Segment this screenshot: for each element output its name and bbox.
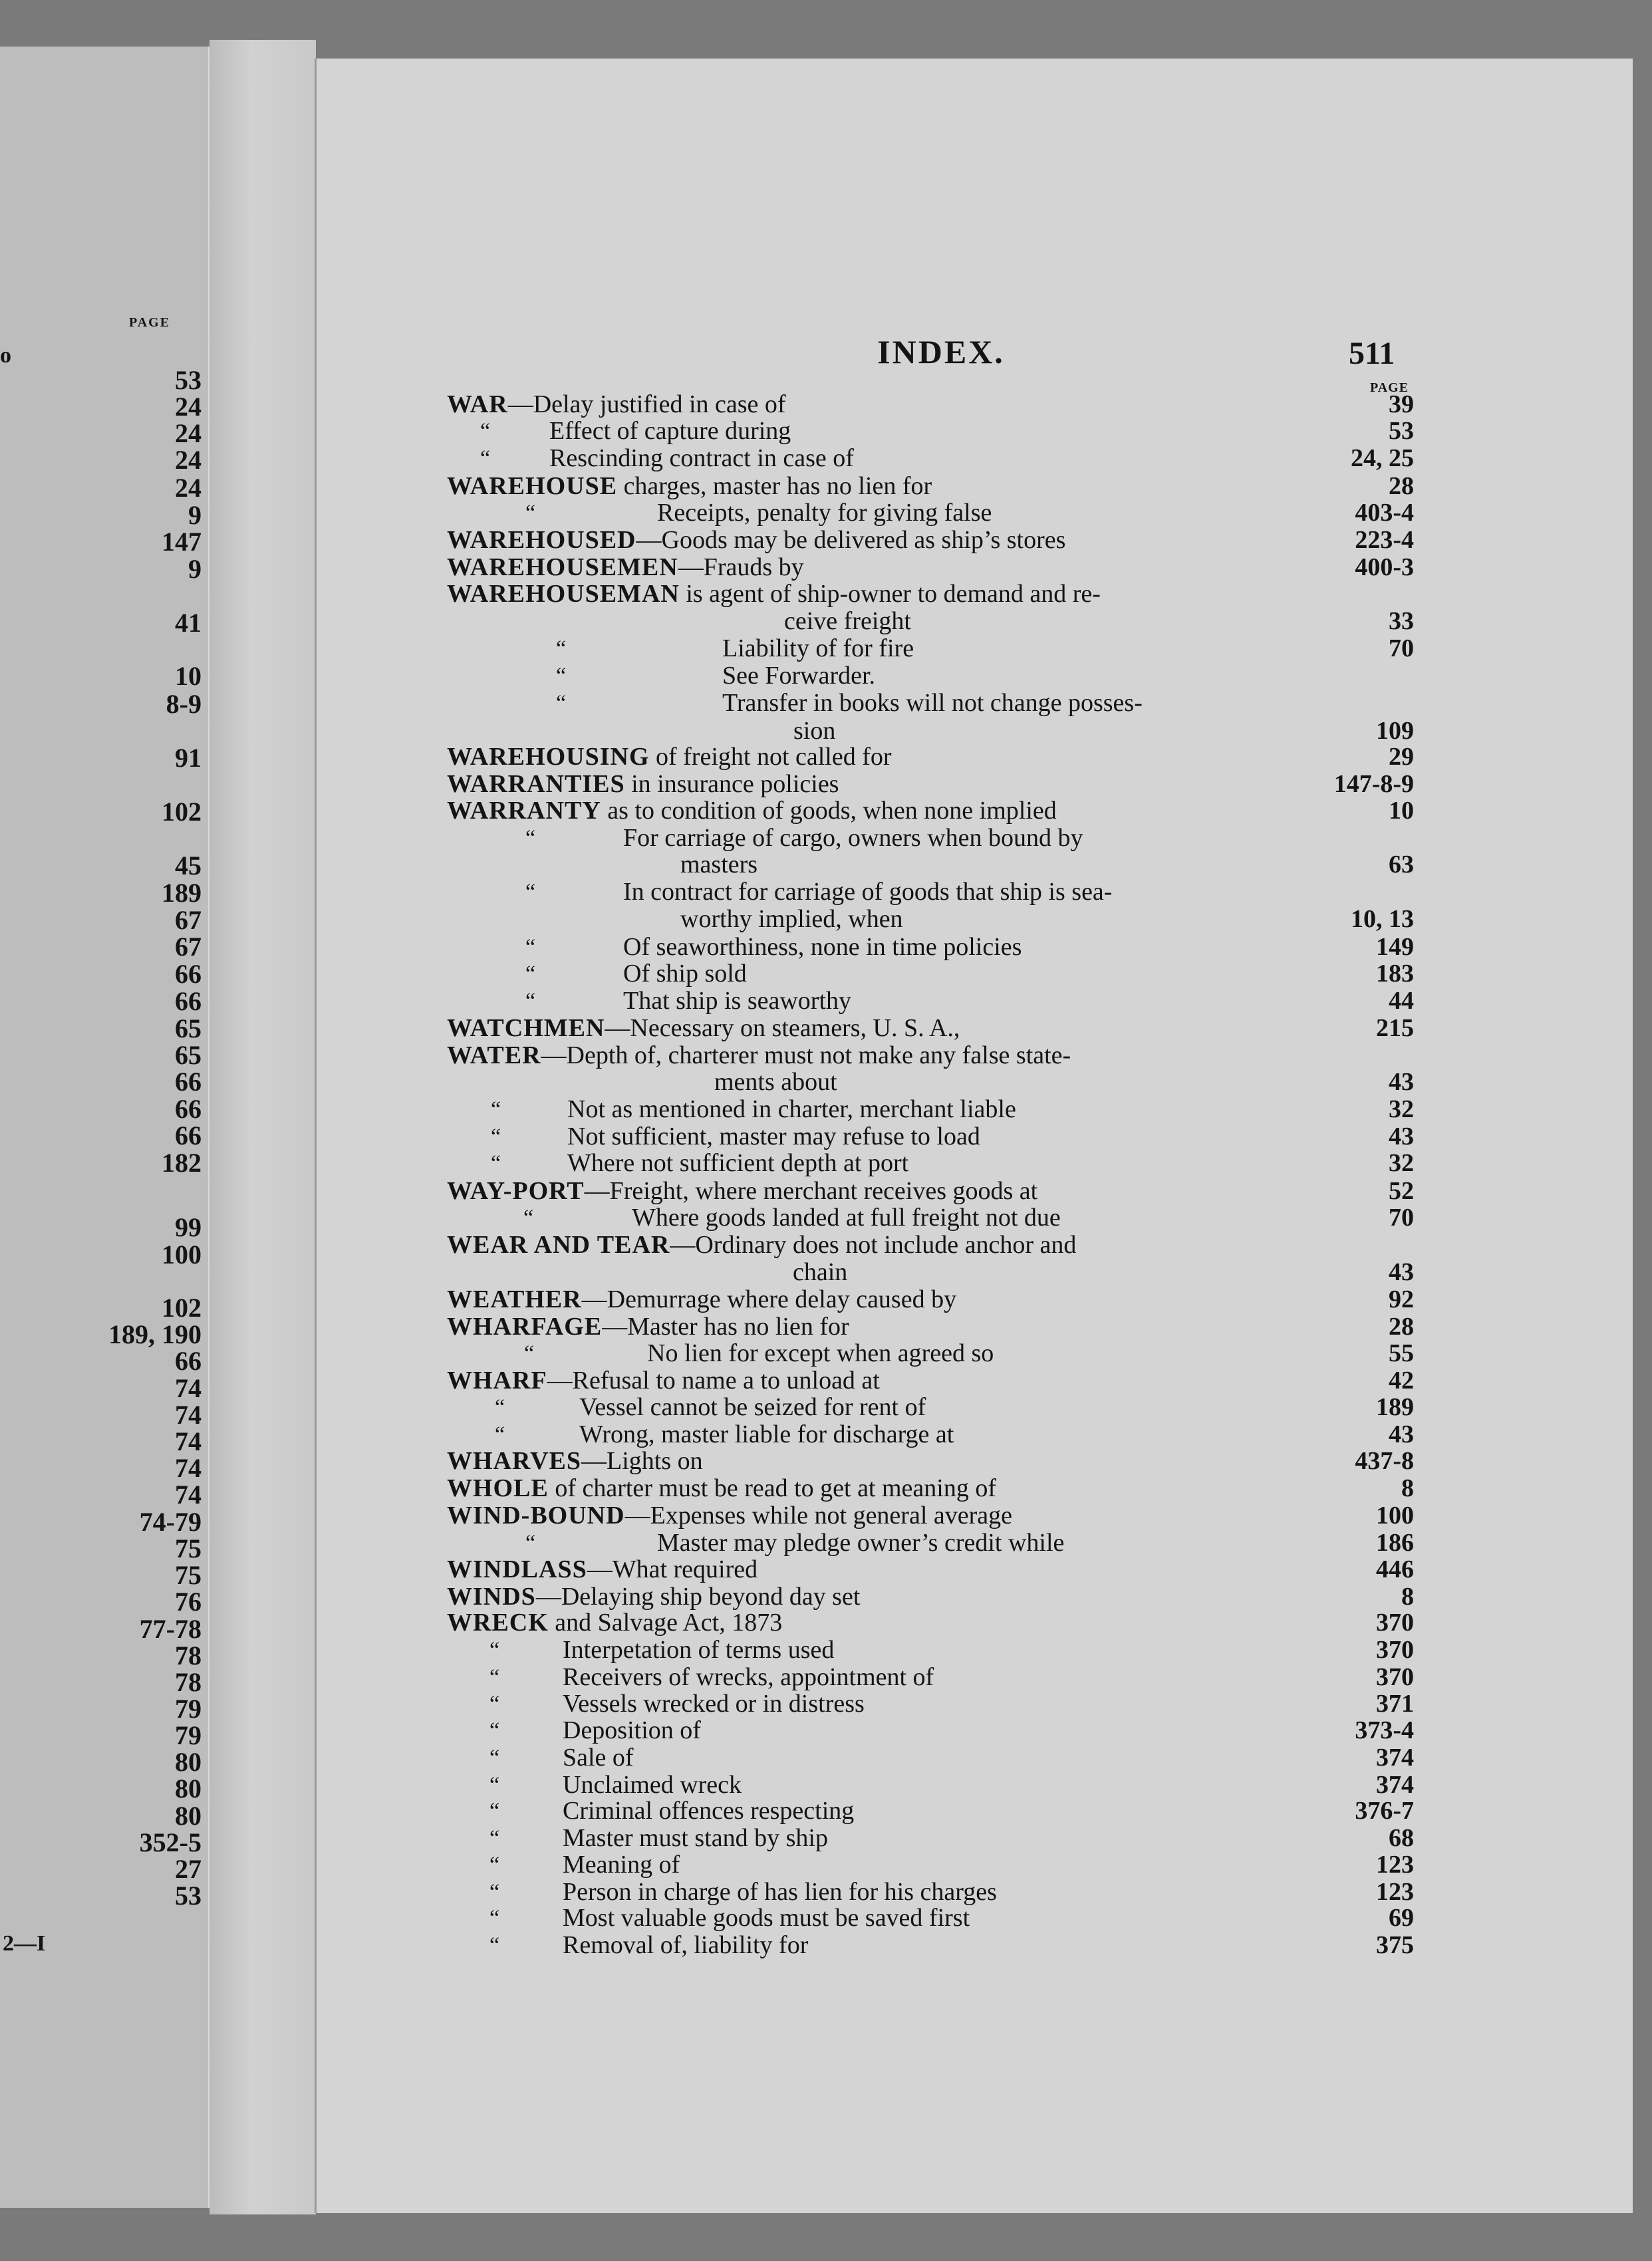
index-entry [0, 444, 1652, 475]
entry-text: Of seaworthiness, none in time policies [623, 933, 1022, 961]
left-page-number: 80 [175, 1747, 202, 1777]
index-entry [0, 635, 1652, 662]
left-page-number: 74 [175, 1400, 202, 1430]
ditto-mark: “ [480, 419, 491, 444]
entry-text: worthy implied, when [680, 905, 903, 933]
left-page-number: 66 [175, 1346, 202, 1376]
index-entry [0, 1825, 1652, 1852]
entry-term: WRECK [447, 1609, 549, 1637]
entry-text: chain [793, 1258, 848, 1286]
index-entry [0, 906, 1652, 933]
index-entry [0, 1150, 1652, 1177]
left-page-number: 67 [175, 905, 202, 935]
entry-text: Meaning of [563, 1851, 680, 1879]
entry-term: WIND-BOUND [447, 1502, 625, 1530]
index-entry [0, 526, 1652, 557]
entry-text: Removal of, liability for [563, 1931, 809, 1959]
left-page-number: 66 [175, 1121, 202, 1150]
entry-page-ref: 109 [1376, 717, 1414, 745]
index-entry [0, 1096, 1652, 1123]
entry-term: WINDS [447, 1583, 536, 1611]
left-page-number: 24 [175, 392, 202, 422]
left-page-number: 9 [188, 500, 202, 530]
left-page-number: 80 [175, 1774, 202, 1803]
left-page-number: 182 [162, 1148, 202, 1178]
entry-text: Master may pledge owner’s credit while [657, 1529, 1065, 1557]
index-entry [0, 1609, 1652, 1637]
ditto-mark: “ [489, 1799, 500, 1823]
index-entry [0, 553, 1652, 584]
entry-page-ref: 370 [1376, 1663, 1414, 1691]
left-page-number: 66 [175, 1094, 202, 1124]
entry-text: WAREHOUSE charges, master has no lien for [447, 472, 932, 500]
entry-text: WEAR AND TEAR—Ordinary does not include anchor and [447, 1231, 1077, 1259]
entry-page-ref: 43 [1389, 1068, 1414, 1096]
entry-page-ref: 42 [1389, 1367, 1414, 1395]
ditto-mark: “ [495, 1395, 505, 1420]
entry-page-ref: 147-8-9 [1333, 770, 1414, 798]
entry-page-ref: 43 [1389, 1420, 1414, 1448]
entry-text: In contract for carriage of goods that ship is sea- [623, 878, 1113, 906]
entry-page-ref: 10, 13 [1351, 905, 1414, 933]
left-page-number: 65 [175, 1013, 202, 1043]
entry-page-ref: 373-4 [1355, 1716, 1414, 1744]
index-entry [0, 1502, 1652, 1530]
index-entry [0, 1367, 1652, 1395]
left-page-footer: 2—I [3, 1931, 46, 1956]
index-entry [0, 1744, 1652, 1772]
entry-text: Unclaimed wreck [563, 1771, 742, 1799]
entry-term: WAREHOUSEMEN [447, 553, 678, 581]
entry-text: Sale of [563, 1744, 634, 1772]
index-entry [0, 1340, 1652, 1367]
entry-text: Most valuable goods must be saved first [563, 1904, 970, 1932]
page-number: 511 [1349, 336, 1395, 371]
entry-page-ref: 8 [1401, 1583, 1414, 1611]
entry-page-ref: 376-7 [1355, 1797, 1414, 1825]
entry-text: WAREHOUSED—Goods may be delivered as ship’s stores [447, 526, 1066, 554]
page-column-label: PAGE [1370, 380, 1409, 395]
index-entry [0, 1042, 1652, 1069]
entry-text: WARRANTY as to condition of goods, when none implied [447, 797, 1057, 825]
index-entry [0, 1313, 1652, 1341]
ditto-mark: “ [495, 1422, 505, 1447]
entry-text: WAREHOUSEMEN—Frauds by [447, 553, 804, 581]
left-page-number: 189, 190 [108, 1319, 202, 1349]
entry-text: Wrong, master liable for discharge at [579, 1420, 954, 1448]
left-page-number: 74 [175, 1426, 202, 1456]
left-page-number: 80 [175, 1801, 202, 1831]
entry-page-ref: 223-4 [1355, 526, 1414, 554]
left-page-number: 41 [175, 608, 202, 638]
ditto-mark: “ [525, 989, 536, 1013]
entry-page-ref: 33 [1389, 607, 1414, 635]
left-page-number: 352-5 [139, 1827, 202, 1857]
entry-term: WAY-PORT [447, 1177, 585, 1205]
entry-page-ref: 44 [1389, 987, 1414, 1015]
left-page-number: 53 [175, 1881, 202, 1911]
index-entry [0, 1664, 1652, 1691]
entry-text: WHOLE of charter must be read to get at meaning of [447, 1474, 996, 1502]
left-page-number: 74 [175, 1373, 202, 1403]
ditto-mark: “ [489, 1665, 500, 1690]
index-entry [0, 1123, 1652, 1150]
entry-text: No lien for except when agreed so [647, 1339, 994, 1367]
entry-term: WAR [447, 390, 508, 418]
index-entry [0, 1394, 1652, 1421]
left-page-number: 147 [162, 527, 202, 557]
entry-text: WARRANTIES in insurance policies [447, 770, 839, 798]
entry-text: Interpetation of terms used [563, 1636, 835, 1664]
page-title: INDEX. [877, 333, 1005, 370]
ditto-mark: “ [525, 1531, 536, 1555]
entry-term: WATCHMEN [447, 1014, 605, 1042]
entry-term: WINDLASS [447, 1555, 587, 1583]
entry-page-ref: 32 [1389, 1095, 1414, 1123]
entry-text: Receivers of wrecks, appointment of [563, 1663, 934, 1691]
entry-page-ref: 149 [1376, 933, 1414, 961]
index-entry [0, 1717, 1652, 1744]
index-entry [0, 472, 1652, 503]
index-entry [0, 743, 1652, 771]
ditto-mark: “ [489, 1933, 500, 1958]
entry-page-ref: 43 [1389, 1258, 1414, 1286]
index-entry [0, 1475, 1652, 1502]
left-page-header: PAGE [129, 315, 171, 330]
entry-page-ref: 123 [1376, 1851, 1414, 1879]
ditto-mark: “ [556, 691, 567, 716]
ditto-mark: “ [489, 1718, 500, 1743]
entry-page-ref: 29 [1389, 743, 1414, 771]
entry-text: See Forwarder. [722, 662, 876, 690]
entry-page-ref: 189 [1376, 1393, 1414, 1421]
left-page-number: 66 [175, 959, 202, 989]
entry-page-ref: 8 [1401, 1474, 1414, 1502]
left-page-number: 9 [188, 554, 202, 584]
index-entry [0, 1905, 1652, 1932]
entry-term: WARRANTIES [447, 770, 625, 798]
left-page-number: 65 [175, 1040, 202, 1070]
entry-page-ref: 215 [1376, 1014, 1414, 1042]
entry-text: Transfer in books will not change posses- [722, 689, 1143, 717]
index-entry [0, 1286, 1652, 1313]
index-entry [0, 825, 1652, 852]
index-entry [0, 797, 1652, 825]
left-page-number: 66 [175, 1067, 202, 1097]
entry-text: ments about [714, 1068, 837, 1096]
index-entry [0, 390, 1652, 422]
entry-page-ref: 123 [1376, 1878, 1414, 1906]
left-page-number: 45 [175, 851, 202, 880]
entry-text: Deposition of [563, 1716, 701, 1744]
entry-text: WAREHOUSEMAN is agent of ship-owner to demand and re- [447, 580, 1101, 608]
index-entry [0, 1932, 1652, 1959]
ditto-mark: “ [491, 1125, 501, 1149]
entry-page-ref: 400-3 [1355, 553, 1414, 581]
entry-page-ref: 32 [1389, 1149, 1414, 1177]
entry-text: Criminal offences respecting [563, 1797, 855, 1825]
entry-text: WINDLASS—What required [447, 1555, 758, 1583]
ditto-mark: “ [489, 1773, 500, 1797]
left-page-number: 24 [175, 473, 202, 503]
ditto-mark: “ [491, 1151, 501, 1176]
left-page-number: 76 [175, 1587, 202, 1617]
left-page-number: 189 [162, 878, 202, 908]
entry-text: Where not sufficient depth at port [567, 1149, 909, 1177]
left-page-number: 67 [175, 932, 202, 962]
entry-page-ref: 370 [1376, 1636, 1414, 1664]
index-entry [0, 1421, 1652, 1448]
ditto-mark: “ [525, 880, 536, 904]
entry-text: WAY-PORT—Freight, where merchant receives goods at [447, 1177, 1038, 1205]
entry-text: Master must stand by ship [563, 1824, 828, 1852]
ditto-mark: “ [525, 935, 536, 960]
index-entry [0, 1204, 1652, 1232]
entry-term: WATER [447, 1041, 541, 1069]
entry-text: That ship is seaworthy [623, 987, 852, 1015]
index-entry [0, 1583, 1652, 1611]
index-entry [0, 960, 1652, 988]
entry-page-ref: 403-4 [1355, 499, 1414, 527]
entry-text: Rescinding contract in case of [549, 444, 854, 472]
entry-page-ref: 55 [1389, 1339, 1414, 1367]
ditto-mark: “ [525, 501, 536, 525]
entry-page-ref: 63 [1389, 851, 1414, 878]
entry-page-ref: 371 [1376, 1690, 1414, 1718]
ditto-mark: “ [525, 962, 536, 986]
left-page-number: 24 [175, 445, 202, 475]
entry-page-ref: 70 [1389, 634, 1414, 662]
left-page-number: 79 [175, 1720, 202, 1750]
left-page-number: 75 [175, 1533, 202, 1563]
entry-text: Not as mentioned in charter, merchant liable [567, 1095, 1016, 1123]
ditto-mark: “ [556, 636, 567, 661]
index-entry [0, 1015, 1652, 1042]
entry-page-ref: 39 [1389, 390, 1414, 418]
entry-text: WINDS—Delaying ship beyond day set [447, 1583, 861, 1611]
index-entry [0, 851, 1652, 878]
entry-term: WHARFAGE [447, 1313, 603, 1341]
index-entry [0, 1690, 1652, 1718]
entry-page-ref: 69 [1389, 1904, 1414, 1932]
entry-page-ref: 375 [1376, 1931, 1414, 1959]
entry-term: WEATHER [447, 1285, 582, 1313]
index-entry [0, 607, 1652, 638]
ditto-mark: “ [491, 1097, 501, 1122]
index-entry [0, 878, 1652, 906]
index-entry [0, 1879, 1652, 1906]
entry-text: Where goods landed at full freight not due [632, 1204, 1061, 1232]
ditto-mark: “ [489, 1826, 500, 1851]
left-page-number: 100 [162, 1240, 202, 1269]
entry-page-ref: 28 [1389, 472, 1414, 500]
left-page-number: 78 [175, 1641, 202, 1670]
index-entry [0, 690, 1652, 717]
entry-text: Effect of capture during [549, 417, 791, 445]
entry-text: sion [793, 717, 836, 745]
index-entry [0, 1772, 1652, 1799]
entry-text: For carriage of cargo, owners when bound by [623, 824, 1083, 852]
index-entry [0, 1556, 1652, 1583]
entry-term: WHARVES [447, 1447, 582, 1475]
left-page-number: 102 [162, 1293, 202, 1323]
entry-text: WATER—Depth of, charterer must not make any false state- [447, 1041, 1071, 1069]
entry-term: WEAR AND TEAR [447, 1231, 670, 1259]
entry-page-ref: 92 [1389, 1285, 1414, 1313]
entry-page-ref: 28 [1389, 1313, 1414, 1341]
left-page-number: 74-79 [139, 1507, 202, 1537]
entry-text: WHARVES—Lights on [447, 1447, 703, 1475]
entry-term: WHARF [447, 1367, 547, 1395]
index-entry [0, 1178, 1652, 1205]
left-page-number: 24 [175, 418, 202, 448]
entry-page-ref: 186 [1376, 1529, 1414, 1557]
index-entry [0, 1851, 1652, 1879]
entry-page-ref: 10 [1389, 797, 1414, 825]
index-entry [0, 1448, 1652, 1475]
entry-term: WAREHOUSEMAN [447, 580, 680, 608]
entry-text: WAR—Delay justified in case of [447, 390, 786, 418]
left-page-number: 74 [175, 1480, 202, 1510]
index-entry [0, 417, 1652, 448]
ditto-mark: “ [556, 664, 567, 688]
entry-page-ref: 70 [1389, 1204, 1414, 1232]
index-entry [0, 499, 1652, 530]
entry-term: WHOLE [447, 1474, 549, 1502]
left-page-stub: o [0, 343, 11, 368]
index-entry [0, 771, 1652, 798]
index-entry [0, 1232, 1652, 1259]
entry-text: WAREHOUSING of freight not called for [447, 743, 892, 771]
left-page-number: 77-78 [139, 1614, 202, 1644]
index-entry [0, 662, 1652, 690]
entry-text: WHARFAGE—Master has no lien for [447, 1313, 849, 1341]
entry-page-ref: 370 [1376, 1609, 1414, 1637]
index-entry [0, 718, 1652, 745]
left-page-number: 8-9 [166, 689, 202, 719]
ditto-mark: “ [489, 1906, 500, 1930]
left-page-number: 10 [175, 661, 202, 691]
index-entry [0, 934, 1652, 961]
entry-text: masters [680, 851, 758, 878]
entry-text: Person in charge of has lien for his charges [563, 1878, 997, 1906]
left-page-number: 74 [175, 1453, 202, 1483]
entry-page-ref: 68 [1389, 1824, 1414, 1852]
ditto-mark: “ [525, 826, 536, 851]
left-page-number: 91 [175, 743, 202, 773]
entry-text: Liability of for fire [722, 634, 914, 662]
entry-text: Vessels wrecked or in distress [563, 1690, 865, 1718]
ditto-mark: “ [524, 1341, 535, 1366]
entry-term: WARRANTY [447, 797, 601, 825]
entry-page-ref: 53 [1389, 417, 1414, 445]
ditto-mark: “ [489, 1853, 500, 1877]
ditto-mark: “ [489, 1638, 500, 1662]
left-page-number: 79 [175, 1694, 202, 1724]
left-page-number: 75 [175, 1560, 202, 1590]
entry-text: Of ship sold [623, 960, 747, 988]
entry-text: Not sufficient, master may refuse to load [567, 1123, 980, 1150]
ditto-mark: “ [523, 1206, 534, 1230]
entry-text: WIND-BOUND—Expenses while not general average [447, 1502, 1012, 1530]
ditto-mark: “ [489, 1746, 500, 1770]
entry-page-ref: 446 [1376, 1555, 1414, 1583]
left-page-number: 66 [175, 986, 202, 1016]
entry-term: WAREHOUSED [447, 526, 636, 554]
index-entry [0, 1797, 1652, 1825]
left-page-number: 78 [175, 1667, 202, 1697]
entry-text: WHARF—Refusal to name a to unload at [447, 1367, 880, 1395]
entry-page-ref: 52 [1389, 1177, 1414, 1205]
entry-page-ref: 374 [1376, 1771, 1414, 1799]
index-entry [0, 1530, 1652, 1557]
index-entry [0, 1637, 1652, 1664]
left-page-number: 102 [162, 797, 202, 827]
entry-page-ref: 374 [1376, 1744, 1414, 1772]
ditto-mark: “ [489, 1692, 500, 1716]
entry-text: WEATHER—Demurrage where delay caused by [447, 1285, 957, 1313]
entry-text: Vessel cannot be seized for rent of [579, 1393, 926, 1421]
entry-term: WAREHOUSE [447, 472, 618, 500]
entry-text: WATCHMEN—Necessary on steamers, U. S. A., [447, 1014, 960, 1042]
entry-text: Receipts, penalty for giving false [657, 499, 992, 527]
index-entry [0, 1259, 1652, 1286]
entry-page-ref: 437-8 [1355, 1447, 1414, 1475]
left-page-number: 27 [175, 1854, 202, 1884]
left-page-number: 53 [175, 365, 202, 395]
index-entry [0, 581, 1652, 608]
entry-page-ref: 43 [1389, 1123, 1414, 1150]
left-page-number: 99 [175, 1212, 202, 1242]
entry-term: WAREHOUSING [447, 743, 650, 771]
entry-page-ref: 24, 25 [1351, 444, 1414, 472]
entry-text: WRECK and Salvage Act, 1873 [447, 1609, 783, 1637]
entry-page-ref: 100 [1376, 1502, 1414, 1530]
index-entry [0, 1069, 1652, 1096]
entry-text: ceive freight [784, 607, 911, 635]
ditto-mark: “ [480, 446, 491, 471]
ditto-mark: “ [489, 1880, 500, 1905]
entry-page-ref: 183 [1376, 960, 1414, 988]
index-entry [0, 988, 1652, 1015]
